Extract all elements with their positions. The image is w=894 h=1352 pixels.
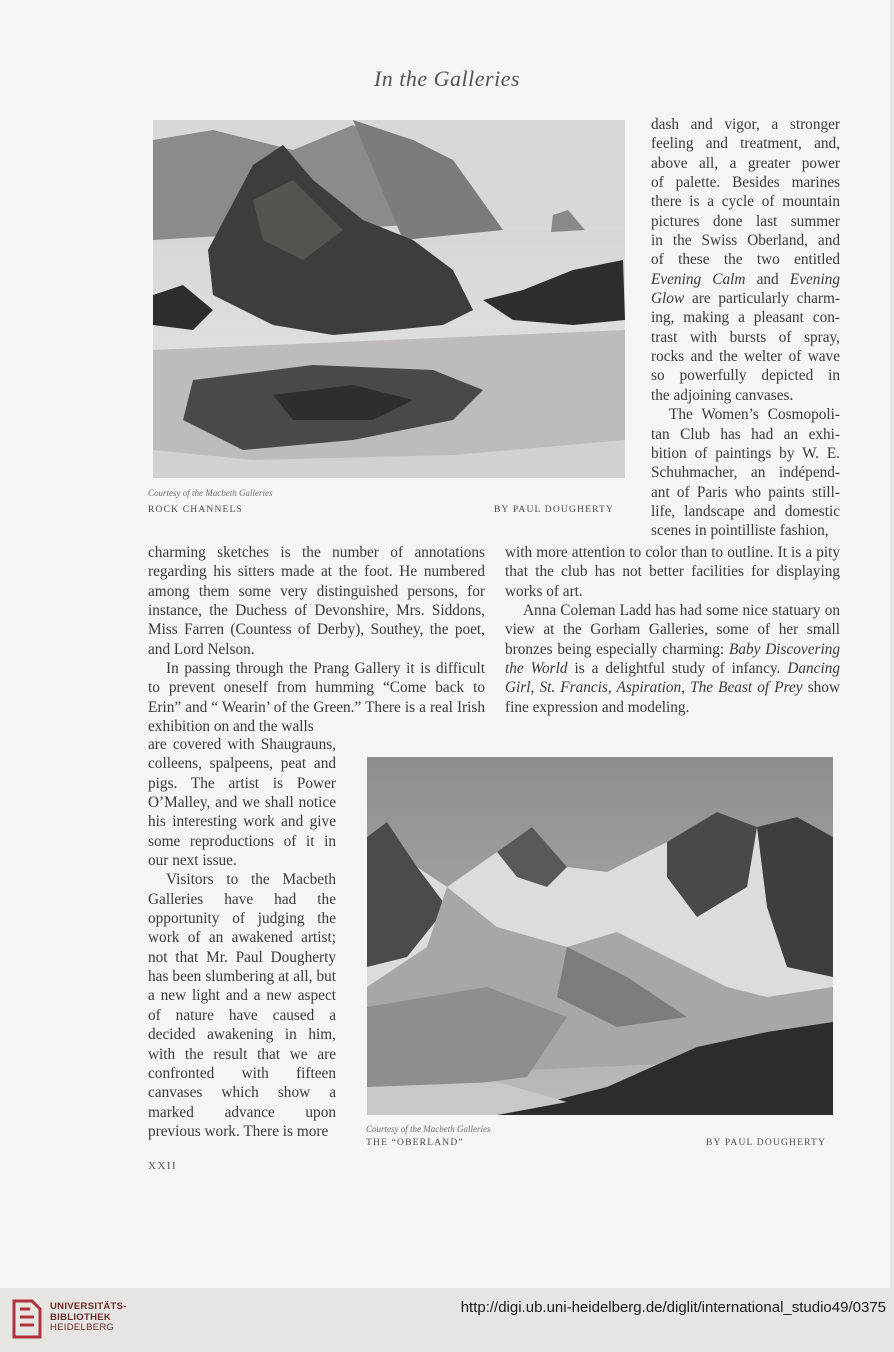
plate2-title: THE “OBERLAND” [366,1138,464,1148]
oberland-image [367,757,833,1115]
library-name [50,1302,127,1334]
right-top-line: of palette. Besides marines [651,174,840,192]
left-column-middle [148,543,485,736]
right-column-top [651,115,840,541]
right-top-line: ant of Paris who paints still- [651,483,840,501]
folio: XXII [148,1160,178,1172]
paragraph-omalley: are covered with Shaugrauns, colleens, spalpeens, peat and pigs. The artist is Power O’Malley, and we shall notice his interesting work and give some reproductions of it in our next issue. [148,736,336,870]
library-line-2: BIBLIOTHEK [50,1311,112,1323]
right-top-line: the adjoining canvases. [651,386,794,404]
ladd-text-3: show fine expression and modeling. [505,679,840,716]
right-top-line: Evening Calm and Evening [651,270,840,288]
right-top-line: trast with bursts of spray, [651,328,840,346]
right-top-lines [651,115,840,541]
library-line-3: HEIDELBERG [50,1322,115,1333]
plate2-artist: BY PAUL DOUGHERTY [706,1138,827,1148]
library-line-1: UNIVERSITÄTS- [50,1301,127,1312]
paragraph-macbeth: Visitors to the Macbeth Galleries have had the opportunity of judging the work of an awakened artist; not that Mr. Paul Dougherty has been slumbering at all, but a new light and a new aspect of nature have caused a decided awakening in him, with the result that we are confronted with fifteen canvases which show a marked advance upon previous work. There is more [148,871,336,1140]
right-top-line: so powerfully depicted in [651,367,840,385]
plate2-credit: Courtesy of the Macbeth Galleries [366,1124,491,1134]
plate-rock-channels [153,120,625,478]
right-top-line: ing, making a pleasant con- [651,309,840,327]
plate1-title: ROCK CHANNELS [148,505,244,515]
plate-oberland [367,757,833,1115]
right-top-line: Glow are particularly charm- [651,290,840,308]
library-logo-icon [10,1297,44,1341]
right-top-line: feeling and treatment, and, [651,135,840,153]
right-column-middle [505,543,840,717]
running-head: In the Galleries [373,66,521,91]
right-top-line: life, landscape and domestic [651,502,840,520]
rock-channels-image [153,120,625,478]
ladd-work-1: Baby Discovering the World [505,640,840,678]
right-top-line: scenes in pointilliste fashion, [651,522,829,540]
right-top-line: above all, a greater power [651,154,840,172]
right-top-line: bition of paintings by W. E. [651,444,840,462]
right-top-line: of these the two entitled [651,251,840,269]
right-top-line: The Women’s Cosmopoli- [669,406,840,424]
right-top-line: rocks and the welter of wave [651,348,840,366]
right-top-line: Schuhmacher, an indépend- [651,464,840,482]
right-top-line: tan Club has had an exhi- [651,425,840,443]
ladd-text-1: Anna Coleman Ladd has had some nice statuary on view at the Gorham Galleries, some of her small bronzes being especially charming: [505,602,840,658]
right-top-line: dash and vigor, a stronger [651,116,840,133]
plate1-credit: Courtesy of the Macbeth Galleries [148,488,273,498]
ladd-text-2: is a delightful study of infancy. [567,660,788,678]
right-top-line: there is a cycle of mountain [651,193,840,211]
paragraph-anna-ladd [505,601,840,717]
right-top-line: in the Swiss Oberland, and [651,232,840,250]
ladd-works-2: Dancing Girl, St. Francis, Aspiration, The Beast of Prey [505,660,840,697]
footer [0,1288,894,1352]
source-url[interactable]: http://digi.ub.uni-heidelberg.de/diglit/international_studio49/0375 [460,1299,886,1316]
left-column-lower [148,735,336,1141]
paragraph-club-facilities: with more attention to color than to outline. It is a pity that the club has not better facilities for displaying works of art. [505,544,840,600]
right-top-line: pictures done last summer [651,212,840,230]
paragraph-prang-gallery: In passing through the Prang Gallery it is difficult to prevent oneself from humming “Come back to Erin” and “ Wearin’ of the Green.” There is a real Irish exhibition on and the walls [148,660,485,736]
paragraph-annotations: charming sketches is the number of annotations regarding his sitters made at the foot. He numbered among them some very distinguished persons, for instance, the Duchess of Devonshire, Mrs. Siddons, Miss Farren (Countess of Derby), Southey, the poet, and Lord Nelson. [148,544,485,658]
plate1-artist: BY PAUL DOUGHERTY [494,505,615,515]
